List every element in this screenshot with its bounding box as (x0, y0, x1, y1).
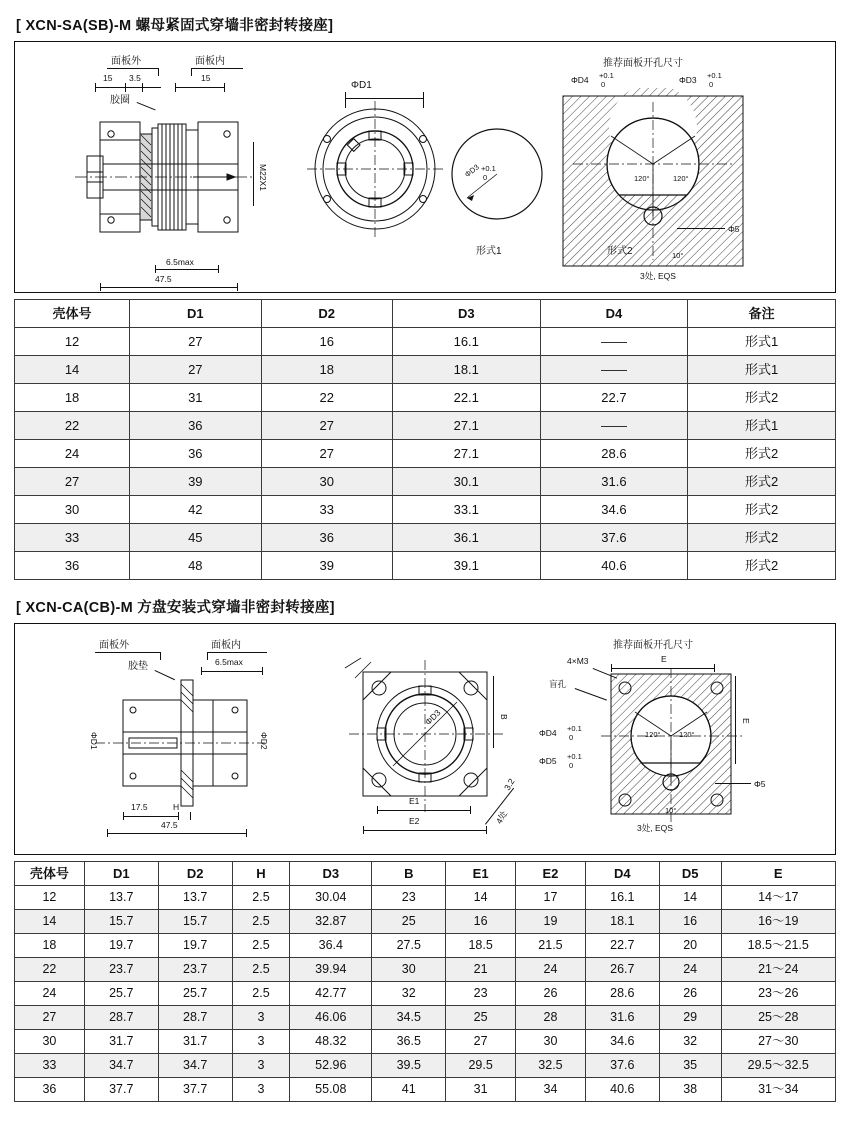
tol-plus-d4-2: +0.1 (567, 724, 582, 733)
cell: 40.6 (540, 552, 688, 580)
rule (190, 812, 191, 820)
label-phi-d3-form1: ΦD3 (463, 162, 481, 180)
rule (224, 83, 225, 92)
cell: 38 (659, 1078, 721, 1102)
cell: 27.5 (372, 934, 446, 958)
cell: 39.1 (392, 552, 540, 580)
table-row (15, 384, 836, 412)
th2-d1: D1 (84, 862, 158, 886)
cell: 40.6 (585, 1078, 659, 1102)
cell: 30 (372, 958, 446, 982)
cell: 46.06 (290, 1006, 372, 1030)
cell: 42 (130, 496, 261, 524)
table-row (15, 886, 836, 910)
tol-zero-d3: 0 (709, 80, 714, 89)
cell: 31～34 (721, 1078, 835, 1102)
cell: —— (540, 412, 688, 440)
cell: 36 (130, 412, 261, 440)
cell: 24 (15, 982, 85, 1006)
cell: 27 (446, 1030, 516, 1054)
cell: 2.5 (232, 934, 290, 958)
cell: 13.7 (158, 886, 232, 910)
rule (207, 652, 208, 660)
cell: 30 (15, 496, 130, 524)
rule (107, 68, 159, 69)
label-glue-pad: 胶垫 (128, 661, 148, 672)
th-d2: D2 (261, 300, 392, 328)
cell: 37.7 (84, 1078, 158, 1102)
tolerance-zero: 0 (483, 173, 488, 182)
cell: 16 (659, 910, 721, 934)
rule (107, 833, 247, 834)
rule (95, 87, 161, 88)
cell: 39 (261, 552, 392, 580)
label-e1: E1 (409, 796, 420, 806)
rule (363, 826, 364, 834)
label-phi-d5-2: ΦD5 (539, 756, 557, 766)
cell: 21～24 (721, 958, 835, 982)
cell: 3 (232, 1030, 290, 1054)
cell: 48 (130, 552, 261, 580)
rule (142, 83, 143, 92)
rule (253, 142, 254, 206)
rule (178, 812, 179, 820)
dim-h: H (173, 802, 180, 812)
label-blind-hole: 盲孔 (549, 679, 567, 689)
label-inside-panel-2: 面板内 (211, 640, 241, 651)
tol-zero-d4: 0 (601, 80, 606, 89)
cell: 27 (15, 1006, 85, 1030)
label-angle-120-d: 120° (679, 730, 695, 739)
dim-47-5-2: 47.5 (161, 820, 178, 830)
label-4xm3: 4×M3 (567, 656, 589, 666)
label-outside-panel-1: 面板外 (111, 56, 141, 67)
rule (158, 68, 159, 76)
cell: 31.7 (158, 1030, 232, 1054)
dim-47-5: 47.5 (155, 274, 172, 284)
rule (155, 269, 219, 270)
table-row (15, 982, 836, 1006)
leader-line (677, 228, 725, 229)
th2-h: H (232, 862, 290, 886)
cell: 2.5 (232, 910, 290, 934)
cell: 23 (372, 886, 446, 910)
th2-shell-no: 壳体号 (15, 862, 85, 886)
cross-section-view (75, 94, 335, 346)
rule (246, 829, 247, 837)
cell: 28.7 (158, 1006, 232, 1030)
th-remark: 备注 (688, 300, 836, 328)
cell: 25 (372, 910, 446, 934)
dim-3-5: 3.5 (129, 73, 141, 83)
label-angle-120-c: 120° (645, 730, 661, 739)
rule (175, 87, 225, 88)
label-glue-ring: 胶圈 (110, 95, 130, 106)
cell: 27 (130, 328, 261, 356)
rule (363, 830, 487, 831)
label-b: B (499, 714, 509, 720)
tol-zero-d5: 0 (569, 761, 574, 770)
rule (155, 265, 156, 273)
panel-cutout-view-2 (595, 664, 785, 844)
label-e-top: E (661, 654, 667, 664)
table-row (15, 934, 836, 958)
label-inside-panel-1: 面板内 (195, 56, 225, 67)
cell: 26 (516, 982, 586, 1006)
dim-6-5-max-2: 6.5max (215, 657, 243, 667)
cell: 55.08 (290, 1078, 372, 1102)
rule (423, 92, 424, 108)
cell: 22.7 (585, 934, 659, 958)
tol-plus-d3: +0.1 (707, 71, 722, 80)
table-row (15, 1054, 836, 1078)
cell: 36 (15, 552, 130, 580)
cell: 12 (15, 886, 85, 910)
cell: 22 (15, 412, 130, 440)
cell: 28.6 (585, 982, 659, 1006)
cell: 20 (659, 934, 721, 958)
cell: 26.7 (585, 958, 659, 982)
front-view-flange (303, 97, 453, 267)
cell: 32 (372, 982, 446, 1006)
cell: 16 (446, 910, 516, 934)
cell: 30.04 (290, 886, 372, 910)
table-row (15, 910, 836, 934)
cell: 30.1 (392, 468, 540, 496)
cell: —— (540, 328, 688, 356)
cell: 24 (15, 440, 130, 468)
rule (486, 826, 487, 834)
cell: 29 (659, 1006, 721, 1030)
form1-circle-view (443, 120, 553, 230)
cell: 19.7 (84, 934, 158, 958)
label-form-2: 形式2 (607, 246, 633, 257)
cell: 39.5 (372, 1054, 446, 1078)
label-e2: E2 (409, 816, 420, 826)
cell: 36.5 (372, 1030, 446, 1054)
label-outside-panel-2: 面板外 (99, 640, 129, 651)
cell: 18.1 (585, 910, 659, 934)
cell: 21.5 (516, 934, 586, 958)
cell: 33 (15, 1054, 85, 1078)
cell: 25.7 (84, 982, 158, 1006)
cell: 16.1 (585, 886, 659, 910)
th2-e1: E1 (446, 862, 516, 886)
cell: 34.6 (540, 496, 688, 524)
drawing-xcn-ca-cb-m (14, 623, 836, 855)
cell: 35 (659, 1054, 721, 1078)
rule (377, 810, 471, 811)
th2-d3: D3 (290, 862, 372, 886)
cell: 31.6 (585, 1006, 659, 1030)
cell: 形式2 (688, 440, 836, 468)
label-angle-120-b: 120° (673, 174, 689, 183)
cell: 34.7 (158, 1054, 232, 1078)
rule (345, 92, 346, 108)
cell: 33 (261, 496, 392, 524)
dim-17-5: 17.5 (131, 802, 148, 812)
rule (100, 287, 238, 288)
rule (493, 676, 494, 748)
cell: 2.5 (232, 982, 290, 1006)
cell: 30 (15, 1030, 85, 1054)
cell: 形式2 (688, 524, 836, 552)
cell: 31 (130, 384, 261, 412)
table-row (15, 1006, 836, 1030)
spec-table-2 (14, 861, 836, 1102)
cell: 22 (261, 384, 392, 412)
cell: 21 (446, 958, 516, 982)
cell: 27 (261, 440, 392, 468)
label-3-eqs-2: 3处, EQS (637, 823, 673, 833)
cell: 36 (15, 1078, 85, 1102)
cell: 12 (15, 328, 130, 356)
rule (175, 83, 176, 92)
th-d1: D1 (130, 300, 261, 328)
th2-b: B (372, 862, 446, 886)
section-title-1: [ XCN-SA(SB)-M 螺母紧固式穿墙非密封转接座] (16, 18, 334, 34)
cell: 27.1 (392, 412, 540, 440)
cell: 39 (130, 468, 261, 496)
rule (237, 283, 238, 291)
cell: 3 (232, 1054, 290, 1078)
cell: 形式2 (688, 384, 836, 412)
cell: 34 (516, 1078, 586, 1102)
tol-zero-d4-2: 0 (569, 733, 574, 742)
rule (191, 68, 192, 76)
cell: 37.6 (540, 524, 688, 552)
label-panel-cutout-2: 推荐面板开孔尺寸 (613, 640, 693, 651)
label-phi-d1: ΦD1 (351, 80, 372, 91)
cell: 16.1 (392, 328, 540, 356)
cell: 15.7 (158, 910, 232, 934)
cell: 13.7 (84, 886, 158, 910)
cell: 25～28 (721, 1006, 835, 1030)
cell: 23.7 (158, 958, 232, 982)
leader-line (715, 783, 751, 784)
cell: 39.94 (290, 958, 372, 982)
rule (160, 652, 161, 660)
cell: 33 (15, 524, 130, 552)
side-view-flange-mount (85, 672, 335, 872)
cell: 14 (446, 886, 516, 910)
section-title-2: [ XCN-CA(CB)-M 方盘安装式穿墙非密封转接座] (16, 600, 335, 616)
rule (95, 652, 161, 653)
cell: 27 (15, 468, 130, 496)
cell: 36 (130, 440, 261, 468)
th-d4: D4 (540, 300, 688, 328)
cell: 18.1 (392, 356, 540, 384)
cell: 45 (130, 524, 261, 552)
table-row (15, 1030, 836, 1054)
cell: 15.7 (84, 910, 158, 934)
cell: 形式1 (688, 328, 836, 356)
cell: 36 (261, 524, 392, 552)
rule (95, 83, 96, 92)
drawing-xcn-sa-sb-m (14, 41, 836, 293)
cell: 14 (15, 356, 130, 384)
cell: 23.7 (84, 958, 158, 982)
cell: 形式1 (688, 356, 836, 384)
cell: 14 (15, 910, 85, 934)
cell: 形式2 (688, 496, 836, 524)
table-row (15, 468, 836, 496)
cell: —— (540, 356, 688, 384)
th2-d5: D5 (659, 862, 721, 886)
rule (107, 829, 108, 837)
rule (735, 676, 736, 764)
cell: 形式2 (688, 552, 836, 580)
panel-cutout-view-1 (555, 88, 755, 288)
cell: 27～30 (721, 1030, 835, 1054)
label-angle-120-a: 120° (634, 174, 650, 183)
cell: 14 (659, 886, 721, 910)
tol-plus-d5: +0.1 (567, 752, 582, 761)
cell: 37.7 (158, 1078, 232, 1102)
th-shell-no: 壳体号 (15, 300, 130, 328)
dim-6-5-max: 6.5max (166, 257, 194, 267)
rule (100, 283, 101, 291)
cell: 16 (261, 328, 392, 356)
label-phi-d4-1: ΦD4 (571, 75, 589, 85)
cell: 3 (232, 1078, 290, 1102)
table-row (15, 412, 836, 440)
cell: 52.96 (290, 1054, 372, 1078)
cell: 14～17 (721, 886, 835, 910)
cell: 37.6 (585, 1054, 659, 1078)
label-phi-d2-2: ΦD2 (259, 732, 269, 750)
cell: 32.87 (290, 910, 372, 934)
cell: 42.77 (290, 982, 372, 1006)
cell: 41 (372, 1078, 446, 1102)
cell: 23～26 (721, 982, 835, 1006)
label-e-right: E (741, 718, 751, 724)
cell: 30 (261, 468, 392, 496)
label-panel-cutout-1: 推荐面板开孔尺寸 (603, 58, 683, 69)
table-row (15, 356, 836, 384)
cell: 3 (232, 1006, 290, 1030)
th2-e2: E2 (516, 862, 586, 886)
cell: 28.7 (84, 1006, 158, 1030)
cell: 形式2 (688, 468, 836, 496)
label-phi-d3-2: ΦD3 (423, 707, 443, 728)
tolerance-plus: +0.1 (481, 164, 496, 173)
table-row (15, 440, 836, 468)
cell: 形式1 (688, 412, 836, 440)
cell: 25.7 (158, 982, 232, 1006)
label-phi-d4-2: ΦD4 (539, 728, 557, 738)
dim-15-b: 15 (201, 73, 211, 83)
label-phi-d1-2: ΦD1 (89, 732, 99, 750)
cell: 27 (261, 412, 392, 440)
cell: 36.1 (392, 524, 540, 552)
table-row (15, 958, 836, 982)
rule (123, 816, 179, 817)
rule (207, 652, 267, 653)
label-phi-5-1: Φ5 (728, 224, 740, 234)
cell: 28.6 (540, 440, 688, 468)
cell: 23 (446, 982, 516, 1006)
cell: 25 (446, 1006, 516, 1030)
cell: 32 (659, 1030, 721, 1054)
cell: 2.5 (232, 958, 290, 982)
tol-plus-d4: +0.1 (599, 71, 614, 80)
cell: 17 (516, 886, 586, 910)
cell: 24 (659, 958, 721, 982)
cell: 18 (15, 384, 130, 412)
dim-15-a: 15 (103, 73, 113, 83)
rule (345, 98, 423, 99)
th-d3: D3 (392, 300, 540, 328)
cell: 16～19 (721, 910, 835, 934)
cell: 31 (446, 1078, 516, 1102)
cell: 34.5 (372, 1006, 446, 1030)
rule (191, 68, 243, 69)
cell: 18.5～21.5 (721, 934, 835, 958)
cell: 22.1 (392, 384, 540, 412)
label-4-places: 4处 (493, 809, 510, 826)
label-form-1: 形式1 (476, 246, 502, 257)
cell: 28 (516, 1006, 586, 1030)
rule (123, 812, 124, 820)
cell: 22.7 (540, 384, 688, 412)
label-3-eqs-1: 3处, EQS (640, 271, 676, 281)
table-row (15, 496, 836, 524)
table-row (15, 1078, 836, 1102)
label-angle-10-1: 10° (672, 251, 684, 260)
cell: 34.6 (585, 1030, 659, 1054)
cell: 19 (516, 910, 586, 934)
label-angle-10-2: 10° (665, 806, 677, 815)
label-phi-d3-1: ΦD3 (679, 75, 697, 85)
cell: 31.6 (540, 468, 688, 496)
cell: 18 (15, 934, 85, 958)
rule (377, 806, 378, 814)
cell: 32.5 (516, 1054, 586, 1078)
cell: 29.5～32.5 (721, 1054, 835, 1078)
table-row (15, 552, 836, 580)
cell: 27 (130, 356, 261, 384)
cell: 33.1 (392, 496, 540, 524)
table-row (15, 524, 836, 552)
label-phi-5-2: Φ5 (754, 779, 766, 789)
cell: 2.5 (232, 886, 290, 910)
cell: 48.32 (290, 1030, 372, 1054)
cell: 31.7 (84, 1030, 158, 1054)
label-thread-m22x1: M22X1 (258, 164, 268, 191)
cell: 34.7 (84, 1054, 158, 1078)
cell: 18.5 (446, 934, 516, 958)
cell: 27.1 (392, 440, 540, 468)
cell: 26 (659, 982, 721, 1006)
cell: 19.7 (158, 934, 232, 958)
rule (470, 806, 471, 814)
cell: 36.4 (290, 934, 372, 958)
cell: 22 (15, 958, 85, 982)
cell: 29.5 (446, 1054, 516, 1078)
cell: 24 (516, 958, 586, 982)
th2-e: E (721, 862, 835, 886)
cell: 18 (261, 356, 392, 384)
label-3-2: 3.2 (502, 776, 517, 792)
cell: 30 (516, 1030, 586, 1054)
th2-d2: D2 (158, 862, 232, 886)
rule (218, 265, 219, 273)
th2-d4: D4 (585, 862, 659, 886)
